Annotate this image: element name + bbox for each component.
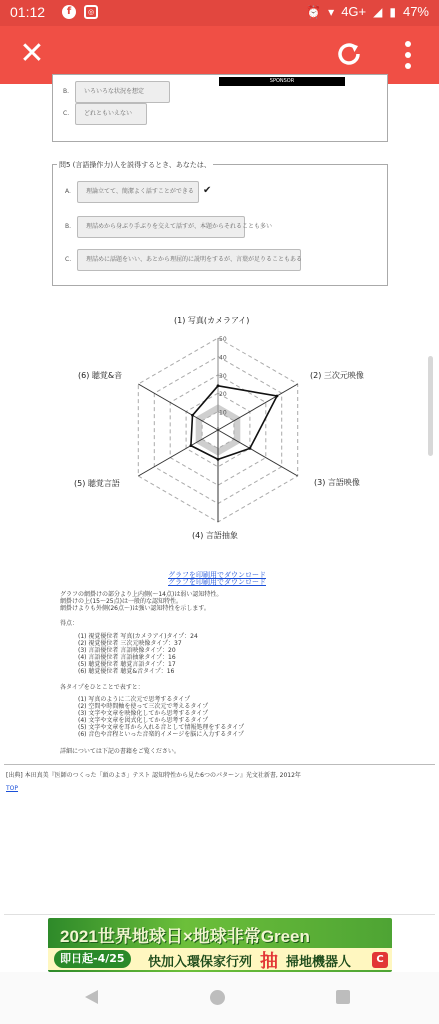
system-indicators [306,4,429,19]
wifi-icon: ▾ [328,4,335,19]
data-point [190,444,193,447]
score-header: 得点： [60,620,79,627]
more-options-icon[interactable] [396,38,420,72]
back-icon[interactable] [85,990,98,1004]
option-button[interactable]: 理詰めに話題をいい、あとから理屈的に説明をするが、言葉が足りることもある [77,249,301,271]
option-button[interactable]: 理詰めから身ぶり手ぶりを交えて話すが、本題からそれることも多い [77,216,245,238]
sponsor-bar: SPONSOR [219,77,345,86]
instagram-icon: ◎ [84,5,98,19]
web-content [0,78,439,916]
score-line: (4) 言語優位者 言語抽象タイプ：16 [78,654,176,661]
ad-badge: C [372,952,388,968]
tick-label: 50 [219,336,227,343]
data-point [217,458,220,461]
ad-banner[interactable] [48,918,392,972]
signal-icon: ◢ [373,4,383,19]
type-header: 各タイプをひとことで表すと： [60,684,144,691]
option-button[interactable]: 理論立てて、簡潔よく話すことができる [77,181,199,203]
status-bar [0,0,439,26]
recent-apps-icon[interactable] [336,990,350,1004]
download-link[interactable]: グラフを印刷用でダウンロード [168,578,266,586]
tick-label: 20 [219,391,227,399]
option-button[interactable]: いろいろな状況を想定 [75,81,170,103]
data-point [217,384,220,387]
data-point [276,395,279,398]
clock: 01:12 [10,4,46,20]
option-letter: B. [65,223,72,230]
system-nav-bar [0,972,439,1024]
ad-cta: 快加入環保家行列 [148,955,253,970]
axis-label: (4) 言語抽象 [192,531,238,540]
question-box-prev [52,74,388,142]
type-line: (6) 音色や音程といった音楽的イメージを脳に入力するタイプ [78,731,244,738]
axis-line [218,384,298,430]
option-letter: A. [65,188,71,195]
tick-label: 30 [219,372,227,380]
divider [4,764,435,765]
score-line: (1) 視覚優位者 写真(カメラアイ)タイプ：24 [78,633,198,640]
scrollbar[interactable] [428,356,433,456]
download-link[interactable]: グラフを印刷用でダウンロード [168,571,266,579]
close-icon[interactable]: ✕ [19,36,45,71]
axis-label: (3) 言語映像 [314,478,360,487]
network-type: 4G+ [341,4,367,19]
type-line: (2) 空間や時間軸を使って三次元で考えるタイプ [78,703,209,710]
tick-label: 40 [219,354,227,362]
home-icon[interactable] [210,990,225,1005]
question-box-q5 [52,161,388,286]
radar-svg [60,308,390,548]
axis-label: (2) 三次元映像 [310,371,364,380]
source-citation: [出典] 本田真美『医師のつくった「頭のよさ」テスト 認知特性から見た6つのパターン』光文社新書, 2012年 [6,772,301,779]
data-point [249,447,252,450]
option-button[interactable]: どれともいえない [75,103,147,125]
top-link[interactable]: TOP [6,785,19,792]
question-title: 問5 (言語操作力)人を説得するとき、あなたは、 [59,161,211,169]
ad-title: 2021世界地球日×地球非常Green [60,927,310,946]
score-line: (6) 聴覚優位者 聴覚&音タイプ：16 [78,668,175,675]
axis-label: (6) 聴覚&音 [78,371,123,380]
ad-date: 即日起-4/25 [54,950,131,968]
divider [4,914,435,915]
score-line: (3) 言語優位者 言語映像タイプ：20 [78,647,176,654]
score-line: (2) 視覚優位者 三次元映像タイプ：37 [78,640,182,647]
description-line: 網掛けの上(15〜25点)は一般的な認知特性。 [60,598,182,605]
radar-chart [60,308,390,548]
type-line: (1) 写真のように二次元で思考するタイプ [78,696,191,703]
battery-level: 47% [402,4,429,19]
description-line: グラフの網掛けの部分より上内側(〜14点)は弱い認知特性。 [60,591,223,598]
type-line: (4) 文字や文章を図式化してから思考するタイプ [78,717,209,724]
notification-icons [62,5,98,19]
type-line: (3) 文字や文章を映像化してから思考するタイプ [78,710,209,717]
tick-label: 10 [219,409,227,417]
ad-highlight: 抽 [260,951,278,972]
facebook-icon: f [62,5,76,19]
data-point [191,414,194,417]
axis-line [138,384,218,430]
axis-line [218,430,298,476]
axis-label: (1) 写真(カメラアイ) [174,316,250,325]
axis-label: (5) 聴覚言語 [74,479,120,488]
score-line: (5) 聴覚優位者 聴覚言語タイプ：17 [78,661,176,668]
description-line: 網掛けよりも外側(26点〜)は強い認知特性を示します。 [60,605,210,612]
footer-note: 詳細については下記の書籍をご覧ください。 [60,748,180,755]
battery-icon: ▮ [389,4,396,19]
option-letter: B. [63,88,70,95]
reload-icon[interactable] [333,38,365,70]
alarm-icon: ⏰ [306,4,322,19]
option-letter: C. [63,110,70,117]
type-line: (5) 文字や文章を耳から入れる音として情報処理をするタイプ [78,724,245,731]
ad-prize: 掃地機器人 [286,955,352,970]
checkmark-icon: ✔ [203,185,212,196]
option-letter: C. [65,256,72,263]
